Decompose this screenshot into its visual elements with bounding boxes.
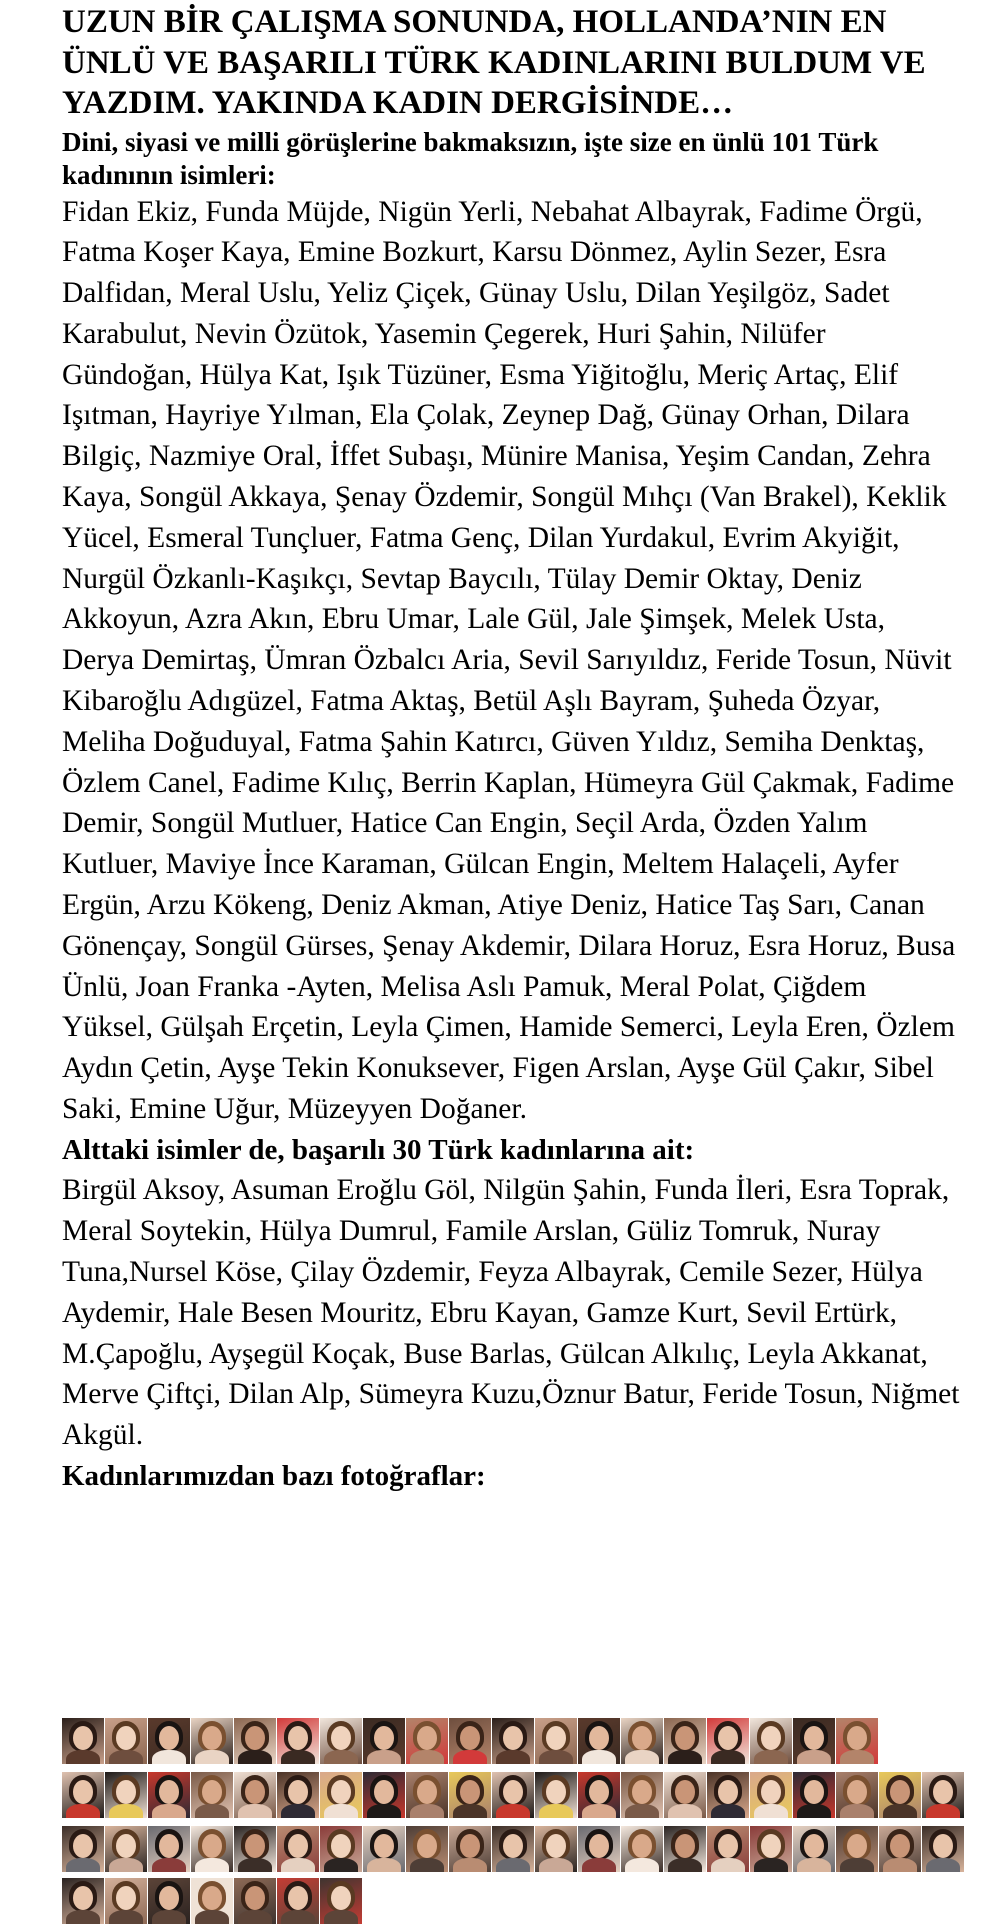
- portrait-photo: [105, 1826, 147, 1872]
- portrait-photo: [62, 1826, 104, 1872]
- portrait-photo: [879, 1826, 921, 1872]
- portrait-photo: [535, 1718, 577, 1764]
- portrait-photo: [105, 1718, 147, 1764]
- portrait-photo: [922, 1826, 964, 1872]
- headline: UZUN BİR ÇALIŞMA SONUNDA, HOLLANDA’NIN EN ÜNLÜ VE BAŞARILI TÜRK KADINLARINI BULDUM VE YAZDIM. YAKINDA KADIN DERGİSİNDE…: [62, 4, 926, 121]
- portrait-photo: [793, 1718, 835, 1764]
- portrait-photo: [363, 1718, 405, 1764]
- portrait-photo: [363, 1826, 405, 1872]
- portrait-photo: [277, 1772, 319, 1818]
- portrait-photo: [793, 1826, 835, 1872]
- portrait-photo: [406, 1718, 448, 1764]
- portrait-photo: [234, 1718, 276, 1764]
- portrait-photo: [664, 1772, 706, 1818]
- portrait-photo: [148, 1878, 190, 1924]
- portrait-photo: [836, 1772, 878, 1818]
- portrait-photo: [621, 1718, 663, 1764]
- names-list-30: Birgül Aksoy, Asuman Eroğlu Göl, Nilgün Şahin, Funda İleri, Esra Toprak, Meral Soytekin, Hülya Dumrul, Famile Arslan, Güliz Tomruk, Nuray Tuna,Nursel Köse, Çilay Özdemir, Feyza Albayrak, Cemile Sezer, Hülya Aydemir, Hale Besen Mouritz, Ebru Kayan, Gamze Kurt, Sevil Ertürk, M.Çapoğlu, Ayşegül Koçak, Buse Barlas, Gülcan Alkılıç, Leyla Akkanat, Merve Çiftçi, Dilan Alp, Sümeyra Kuzu,Öznur Batur, Feride Tosun, Niğmet Akgül.: [62, 1174, 960, 1452]
- portrait-photo: [707, 1826, 749, 1872]
- portrait-photo: [363, 1772, 405, 1818]
- portrait-photo: [320, 1878, 362, 1924]
- portrait-photo: [879, 1772, 921, 1818]
- portrait-photo: [320, 1826, 362, 1872]
- portrait-photo: [191, 1718, 233, 1764]
- portrait-photo: [492, 1826, 534, 1872]
- portrait-photo: [62, 1878, 104, 1924]
- portrait-photo: [750, 1772, 792, 1818]
- photo-row-1: [62, 1718, 878, 1766]
- portrait-photo: [621, 1826, 663, 1872]
- portrait-photo: [535, 1772, 577, 1818]
- portrait-photo: [793, 1772, 835, 1818]
- portrait-photo: [320, 1718, 362, 1764]
- portrait-photo: [62, 1772, 104, 1818]
- portrait-photo: [277, 1826, 319, 1872]
- portrait-photo: [105, 1772, 147, 1818]
- portrait-photo: [578, 1826, 620, 1872]
- names-list-101: Fidan Ekiz, Funda Müjde, Nigün Yerli, Nebahat Albayrak, Fadime Örgü, Fatma Koşer Kaya, Emine Bozkurt, Karsu Dönmez, Aylin Sezer, Esra Dalfidan, Meral Uslu, Yeliz Çiçek, Günay Uslu, Dilan Yeşilgöz, Sadet Karabulut, Nevin Özütok, Yasemin Çegerek, Huri Şahin, Nilüfer Gündoğan, Hülya Kat, Işık Tüzüner, Esma Yiğitoğlu, Meriç Artaç, Elif Işıtman, Hayriye Yılman, Ela Çolak, Zeynep Dağ, Günay Orhan, Dilara Bilgiç, Nazmiye Oral, İffet Subaşı, Münire Manisa, Yeşim Candan, Zehra Kaya, Songül Akkaya, Şenay Özdemir, Songül Mıhçı (Van Brakel), Keklik Yücel, Esmeral Tunçluer, Fatma Genç, Dilan Yurdakul, Evrim Akyiğit, Nurgül Özkanlı-Kaşıkçı, Sevtap Baycılı, Tülay Demir Oktay, Deniz Akkoyun, Azra Akın, Ebru Umar, Lale Gül, Jale Şimşek, Melek Usta, Derya Demirtaş, Ümran Özbalcı Aria, Sevil Sarıyıldız, Feride Tosun, Nüvit Kibaroğlu Adıgüzel, Fatma Aktaş, Betül Aşlı Bayram, Şuheda Özyar, Meliha Doğuduyal, Fatma Şahin Katırcı, Güven Yıldız, Semiha Denktaş, Özlem Canel, Fadime Kılıç, Berrin Kaplan, Hümeyra Gül Çakmak, Fadime Demir, Songül Mutluer, Hatice Can Engin, Seçil Arda, Özden Yalım Kutluer, Maviye İnce Karaman, Gülcan Engin, Meltem Halaçeli, Ayfer Ergün, Arzu Kökeng, Deniz Akman, Atiye Deniz, Hatice Taş Sarı, Canan Gönençay, Songül Gürses, Şenay Akdemir, Dilara Horuz, Esra Horuz, Busa Ünlü, Joan Franka -Ayten, Melisa Aslı Pamuk, Meral Polat, Çiğdem Yüksel, Gülşah Erçetin, Leyla Çimen, Hamide Semerci, Leyla Eren, Özlem Aydın Çetin, Ayşe Tekin Konuksever, Figen Arslan, Ayşe Gül Çakır, Sibel Saki, Emine Uğur, Müzeyyen Doğaner.: [62, 195, 956, 1126]
- portrait-photo: [277, 1718, 319, 1764]
- portrait-photo: [836, 1718, 878, 1764]
- intro-30-women: Alttaki isimler de, başarılı 30 Türk kadınlarına ait:: [62, 1133, 695, 1166]
- portrait-photo: [621, 1772, 663, 1818]
- portrait-photo: [449, 1826, 491, 1872]
- article: [62, 0, 962, 1496]
- portrait-photo: [148, 1826, 190, 1872]
- portrait-photo: [234, 1826, 276, 1872]
- portrait-photo: [750, 1718, 792, 1764]
- portrait-photo: [578, 1718, 620, 1764]
- portrait-photo: [664, 1826, 706, 1872]
- portrait-photo: [578, 1772, 620, 1818]
- portrait-photo: [664, 1718, 706, 1764]
- portrait-photo: [707, 1772, 749, 1818]
- portrait-photo: [148, 1718, 190, 1764]
- portrait-photo: [449, 1772, 491, 1818]
- portrait-photo: [836, 1826, 878, 1872]
- portrait-photo: [922, 1772, 964, 1818]
- portrait-photo: [148, 1772, 190, 1818]
- photo-row-3: [62, 1826, 964, 1874]
- portrait-photo: [191, 1826, 233, 1872]
- portrait-photo: [234, 1878, 276, 1924]
- portrait-photo: [320, 1772, 362, 1818]
- portrait-photo: [406, 1826, 448, 1872]
- portrait-photo: [707, 1718, 749, 1764]
- intro-101-women: Dini, siyasi ve milli görüşlerine bakmaksızın, işte size en ünlü 101 Türk kadınının isimleri:: [62, 126, 879, 190]
- photos-label: Kadınlarımızdan bazı fotoğraflar:: [62, 1459, 486, 1492]
- portrait-photo: [406, 1772, 448, 1818]
- portrait-photo: [535, 1826, 577, 1872]
- portrait-photo: [105, 1878, 147, 1924]
- photo-row-4: [62, 1878, 362, 1926]
- portrait-photo: [492, 1718, 534, 1764]
- photo-row-2: [62, 1772, 964, 1820]
- portrait-photo: [277, 1878, 319, 1924]
- portrait-photo: [449, 1718, 491, 1764]
- portrait-photo: [191, 1878, 233, 1924]
- portrait-photo: [492, 1772, 534, 1818]
- portrait-photo: [191, 1772, 233, 1818]
- portrait-photo: [750, 1826, 792, 1872]
- portrait-photo: [62, 1718, 104, 1764]
- portrait-photo: [234, 1772, 276, 1818]
